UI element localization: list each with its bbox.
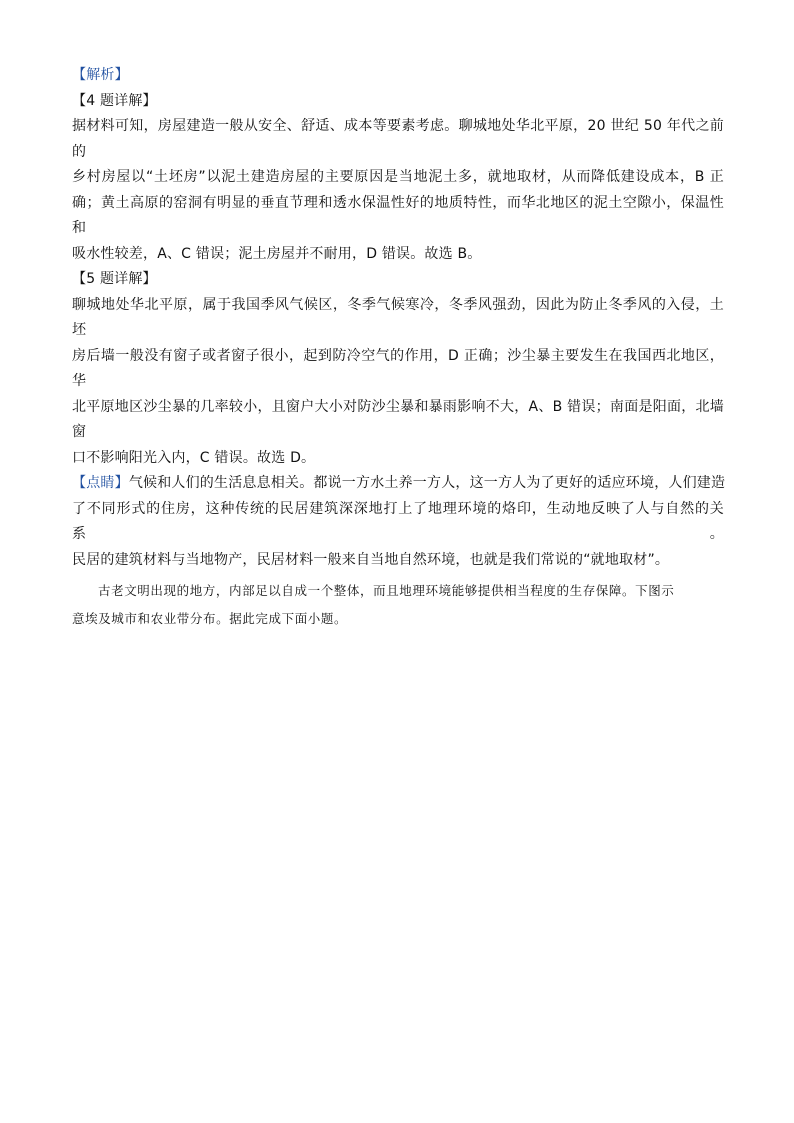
intro-line: 古老文明出现的地方，内部足以自成一个整体，而且地理环境能够提供相当程度的生存保障。下图示: [98, 583, 675, 598]
intro-line: 意埃及城市和农业带分布。据此完成下面小题。: [72, 611, 348, 626]
q5-line: 北平原地区沙尘暴的几率较小，且窗户大小对防沙尘暴和暴雨影响不大，A、B 错误；南面是阳面，北墙窗: [72, 398, 724, 440]
q4-explanation: [72, 114, 724, 267]
q4-line: 据材料可知，房屋建造一般从安全、舒适、成本等要素考虑。聊城地处华北平原，20 世纪 50 年代之前的: [72, 118, 724, 160]
tip-text: 气候和人们的生活息息相关。都说一方水土养一方人，这一方人为了更好的适应环境，人们建造: [128, 475, 726, 491]
q5-heading: 【5 题详解】: [72, 271, 157, 287]
q4-heading: 【4 题详解】: [72, 92, 157, 109]
document-page: [72, 63, 724, 633]
tip-first-line: [72, 471, 724, 497]
tip-label: 【点睛】: [72, 475, 129, 491]
q5-line: 房后墙一般没有窗子或者窗子很小，起到防冷空气的作用，D 正确；沙尘暴主要发生在我国西北地区，华: [72, 347, 724, 389]
q5-line: 口不影响阳光入内，C 错误。故选 D。: [72, 449, 316, 466]
q4-line: 吸水性较差，A、C 错误；泥土房屋并不耐用，D 错误。故选 B。: [72, 245, 482, 262]
q5-explanation: [72, 293, 724, 472]
analysis-heading: 【解析】: [72, 67, 129, 83]
tip-section: [72, 471, 724, 573]
q4-line: 乡村房屋以“土坯房”以泥土建造房屋的主要原因是当地泥土多，就地取材，从而降低建设成本，B 正: [72, 169, 724, 185]
tip-line: 民居的建筑材料与当地物产，民居材料一般来自当地自然环境，也就是我们常说的“就地取材”。: [72, 551, 670, 568]
next-question-intro: [72, 577, 724, 633]
q5-line: 聊城地处华北平原，属于我国季风气候区，冬季气候寒冷，冬季风强劲，因此为防止冬季风的入侵，土坯: [72, 296, 724, 338]
tip-line: 了不同形式的住房，这种传统的民居建筑深深地打上了地理环境的烙印，生动地反映了人与自然的关系。: [72, 500, 724, 542]
q4-line: 确；黄土高原的窑洞有明显的垂直节理和透水保温性好的地质特性，而华北地区的泥土空隙小，保温性和: [72, 194, 724, 236]
